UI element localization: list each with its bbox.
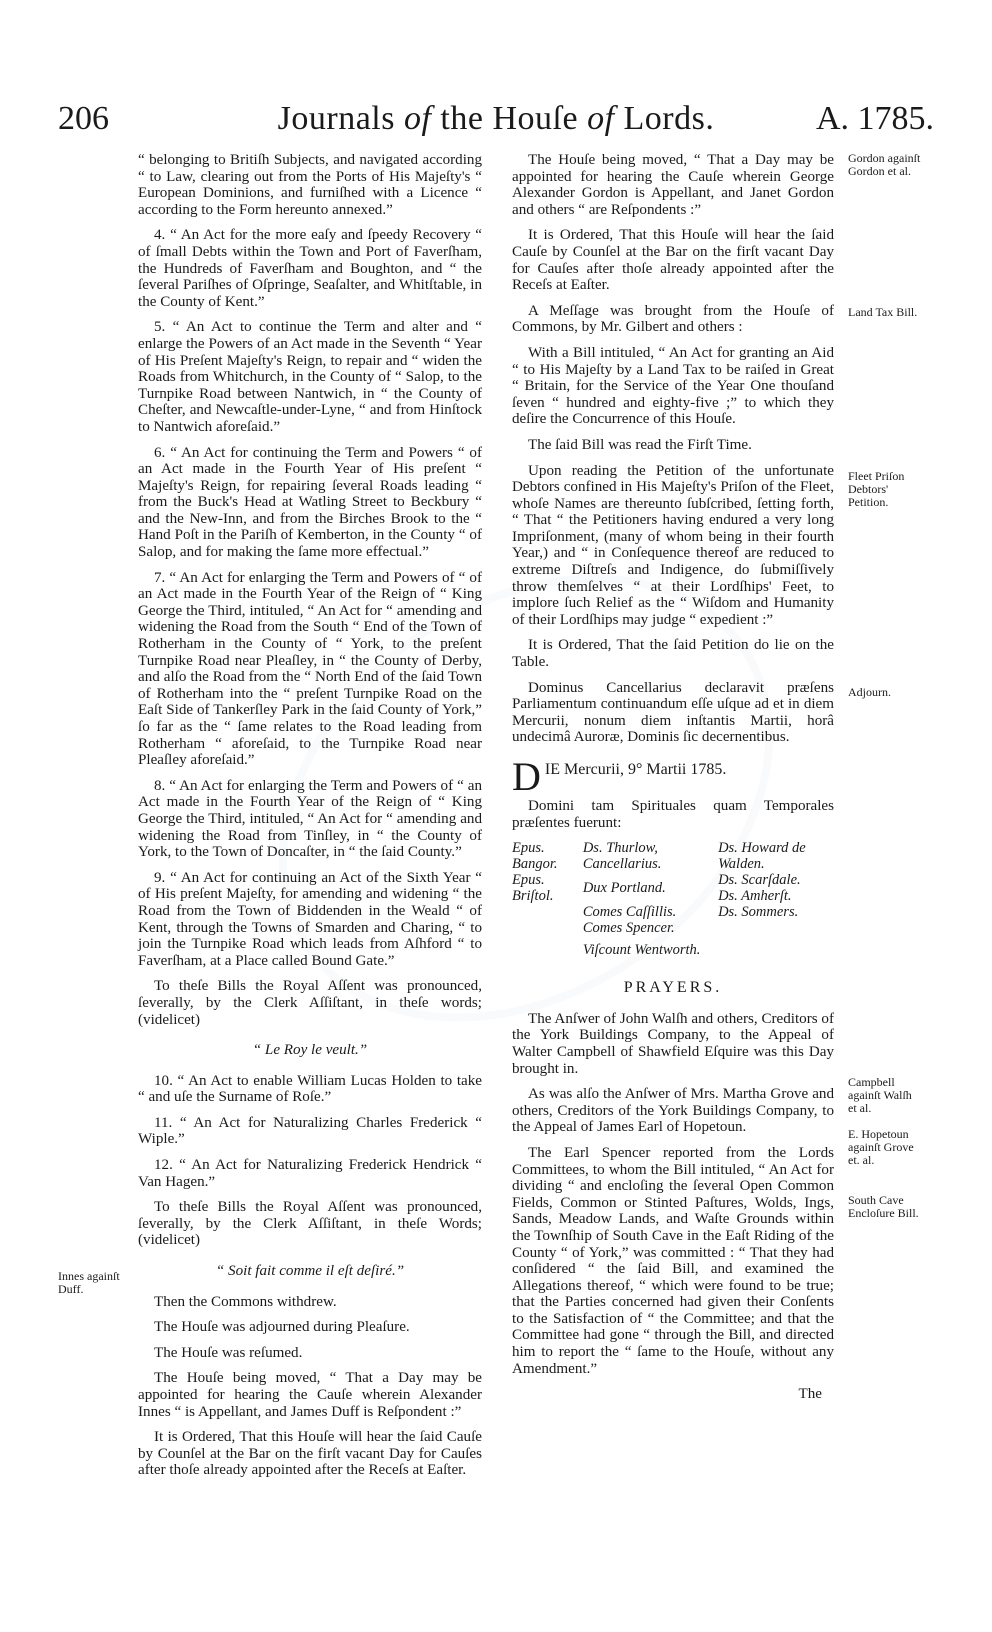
short-entry: Then the Commons withdrew. bbox=[154, 1293, 337, 1310]
lord-name: Dux Portland. bbox=[582, 880, 666, 897]
margin-note-hopetoun: E. Hopetoun againſt Grove et. al. bbox=[848, 1127, 914, 1167]
margin-note-south-cave: South Cave Encloſure Bill. bbox=[848, 1193, 919, 1220]
margin-note-gordon: Gordon againſt Gordon et al. bbox=[848, 151, 921, 178]
lord-name: Epus. Bangor. bbox=[512, 840, 558, 873]
act-paragraph: 4. “ An Act for the more eaſy and ſpeedy Recovery “ of ſmall Debts within the Town and Port of Faverſham, the Hundreds of Faverſham and Boughton, and “ the ſeveral Pariſhes of Oſpringe, Seaſalter, and Whitſtable, in the County of Kent.” bbox=[138, 227, 482, 310]
margin-note-campbell: Campbell againſt Walſh et al. bbox=[848, 1075, 912, 1115]
act-paragraph: 9. “ An Act for continuing an Act of the Sixth Year “ of His preſent Majeſty, for amending and widening “ the Road from the Town of Biddenden in the Weald “ of Kent, through the Towns of Smarden and Charing, “ to join the Turnpike Road which leads from Aſhford “ to Faverſham, at a Place called Bound Gate.” bbox=[138, 869, 482, 969]
year: A. 1785. bbox=[815, 100, 934, 137]
margin-note-land-tax: Land Tax Bill. bbox=[848, 305, 918, 319]
margin-note-innes: Innes againſt Duff. bbox=[58, 1269, 120, 1296]
lord-name: Ds. Sommers. bbox=[718, 904, 799, 921]
act-paragraph: 6. “ An Act for continuing the Term and Powers “ of an Act made in the Fourth Year of His preſent “ Majeſty's Reign, for repairing ſeveral Roads leading “ from the Buck's Head at Watling Street to Beckbury “ and the New-Inn, and from the Birches Brook to the “ Hand Poſt in the Pariſh of Kemberton, in the County “ of Salop, and for making the ſame more effectual.” bbox=[138, 444, 482, 561]
act-paragraph: 10. “ An Act to enable William Lucas Holden to take “ and uſe the Surname of Roſe.” bbox=[138, 1072, 482, 1106]
innes-motion: The Houſe being moved, “ That a Day may be appointed for hearing the Cauſe wherein Alexander Innes “ is Appellant, and James Duff is Reſpondent :” bbox=[138, 1370, 482, 1420]
journal-title: Journals of the Houſe of Lords. bbox=[277, 100, 715, 137]
lord-name: Ds. Thurlow, Cancellarius. bbox=[582, 840, 662, 873]
act-paragraph: 7. “ An Act for enlarging the Term and Powers of “ of an Act made in the Fourth Year of the Reign of “ King George the Third, intituled, “ An Act for “ amending and widening the Road from the South “ End of the Town of Rotherham in the County of “ York, to the preſent Turnpike Road near Pleaſley, in “ the County of Derby, and alſo the Road from the “ North End of the ſaid Town of Rotherham into the “ preſent Turnpike Road on the Eaſt Side of Tankerſley Park in the ſaid County of York,” ſo far as the “ ſame relates to the Road leading from Rotherham “ aforeſaid, to the Turnpike Road near Pleaſley aforeſaid.” bbox=[138, 569, 482, 769]
lords-present-line: Domini tam Spirituales quam Temporales præſentes fuerunt: bbox=[512, 798, 834, 831]
page-number: 206 bbox=[58, 100, 109, 137]
date-heading: DIE Mercurii, 9° Martii 1785. bbox=[512, 754, 727, 799]
first-reading: The ſaid Bill was read the Firſt Time. bbox=[528, 436, 752, 453]
running-header bbox=[58, 100, 934, 146]
margin-note-adjourn: Adjourn. bbox=[848, 685, 891, 699]
grove-answer: As was alſo the Anſwer of Mrs. Martha Grove and others, Creditors of the York Buildings Company, to the Appeal of James Earl of Hopetoun. bbox=[512, 1086, 834, 1136]
royal-assent-formula: “ Soit fait comme il eſt deſiré.” bbox=[215, 1263, 405, 1280]
lord-name: Ds. Howard de Walden. bbox=[718, 840, 806, 873]
land-tax-bill: With a Bill intituled, “ An Act for granting an Aid “ to His Majeſty by a Land Tax to be raiſed in Great “ Britain, for the Service of the Year One thouſand ſeven “ hundred and eighty-five ;” to which they deſire the Concurrence of this Houſe. bbox=[512, 344, 834, 428]
act-paragraph: 8. “ An Act for enlarging the Term and Powers of “ an Act made in the Fourth Year of the Reign of “ King George the Third, intituled, “ An Act for “ amending and widening the Road from Tinſley, in “ the County of York, to the Town of Doncaſter, in “ the ſaid County.” bbox=[138, 777, 482, 861]
petition-order: It is Ordered, That the ſaid Petition do lie on the Table. bbox=[512, 637, 834, 671]
prayers-heading: PRAYERS. bbox=[623, 979, 723, 997]
royal-assent-formula: “ Le Roy le veult.” bbox=[252, 1042, 368, 1059]
catchword: The bbox=[798, 1386, 822, 1403]
fleet-petition: Upon reading the Petition of the unfortunate Debtors confined in His Majeſty's Priſon of the Fleet, whoſe Names are thereunto ſubſcribed, ſetting forth, “ That “ the Petitioners having endured a very long Impriſonment, (many of whom being in their fourth Year,) and “ in Conſequence thereof are reduced to extreme Diſtreſs and Indigence, do ſubmiſſively throw themſelves “ at their Lordſhips' Feet, to implore ſuch Relief as the “ Wiſdom and Humanity of their Lordſhips may judge “ expedient :” bbox=[512, 462, 834, 628]
lord-name: Ds. Scarſdale. bbox=[718, 872, 801, 889]
lord-name: Comes Spencer. bbox=[582, 920, 675, 937]
attendance-list bbox=[512, 840, 834, 958]
short-entry: The Houſe was adjourned during Pleaſure. bbox=[154, 1319, 410, 1336]
drop-cap: D bbox=[512, 754, 541, 799]
lord-name: Epus. Briſtol. bbox=[512, 872, 554, 905]
adjournment: Dominus Cancellarius declaravit præſens Parliamentum continuandum eſſe uſque ad et in diem Mercurii, nonum diem inſtantis Martii, horâ undecimâ Auroræ, Dominis ſic decernentibus. bbox=[512, 679, 834, 746]
assent-statement: To theſe Bills the Royal Aſſent was pronounced, ſeverally, by the Clerk Aſſiſtant, in theſe words; (videlicet) bbox=[138, 978, 482, 1028]
lord-name: Comes Caſſillis. bbox=[582, 904, 677, 921]
act-paragraph: 11. “ An Act for Naturalizing Charles Frederick “ Wiple.” bbox=[138, 1114, 482, 1148]
act-paragraph: 12. “ An Act for Naturalizing Frederick Hendrick “ Van Hagen.” bbox=[138, 1157, 482, 1190]
short-entry: The Houſe was reſumed. bbox=[154, 1344, 303, 1361]
right-column bbox=[512, 152, 834, 1403]
south-cave-report: The Earl Spencer reported from the Lords Committees, to whom the Bill intituled, “ An Act for dividing “ and encloſing the ſeveral Open Common Fields, Common or Stinted Paſtures, Wolds, Ings, Sands, Meadow Lands, and Waſte Grounds within the Townſhip of South Cave in the Eaſt Riding of the County “ of York,” was committed : “ That they had conſidered “ the ſaid Bill, and examined the Allegations thereof, “ which were found to be true; that the Parties concerned had given their Conſents to the Satisfaction of “ the Committee; and that the Committee had gone “ through the Bill, and directed him to report the “ ſame to the Houſe, without any Amendment.” bbox=[512, 1144, 834, 1377]
commons-message: A Meſſage was brought from the Houſe of Commons, by Mr. Gilbert and others : bbox=[512, 302, 834, 336]
innes-order: It is Ordered, That this Houſe will hear the ſaid Cauſe by Counſel at the Bar on the firſt vacant Day for Cauſes after thoſe already appointed after the Receſs at Eaſter. bbox=[138, 1429, 482, 1479]
margin-note-fleet: Fleet Priſon Debtors' Petition. bbox=[848, 469, 905, 509]
lord-name: Viſcount Wentworth. bbox=[582, 942, 701, 959]
assent-statement: To theſe Bills the Royal Aſſent was pronounced, ſeverally, by the Clerk Aſſiſtant, in theſe Words; (videlicet) bbox=[138, 1199, 482, 1249]
gordon-order: It is Ordered, That this Houſe will hear the ſaid Cauſe by Counſel at the Bar on the firſt vacant Day for Cauſes after thoſe already appointed after the Receſs at Eaſter. bbox=[512, 227, 834, 294]
act-paragraph: “ belonging to Britiſh Subjects, and navigated according “ to Law, clearing out from the Ports of His Majeſty's “ European Dominions, and furniſhed with a Licence “ according to the Form hereunto annexed.” bbox=[138, 152, 482, 218]
left-column bbox=[138, 152, 482, 1488]
lord-name: Ds. Amherſt. bbox=[718, 888, 792, 905]
gordon-motion: The Houſe being moved, “ That a Day may be appointed for hearing the Cauſe wherein George Alexander Gordon is Appellant, and Janet Gordon and others “ are Reſpondents :” bbox=[512, 152, 834, 218]
act-paragraph: 5. “ An Act to continue the Term and alter and “ enlarge the Powers of an Act made in the Seventh “ Year of His Preſent Majeſty's Reign, to repair and “ widen the Roads from Whitchurch, in the County of “ Salop, to the Turnpike Road between Nantwich, in “ the County of Cheſter, and Newcaſtle-under-Lyne, “ and from Hinſtock to Nantwich aforeſaid.” bbox=[138, 319, 482, 435]
walsh-answer: The Anſwer of John Walſh and others, Creditors of the York Buildings Company, to the Appeal of Walter Campbell of Shawfield Eſquire was this Day brought in. bbox=[512, 1010, 834, 1077]
